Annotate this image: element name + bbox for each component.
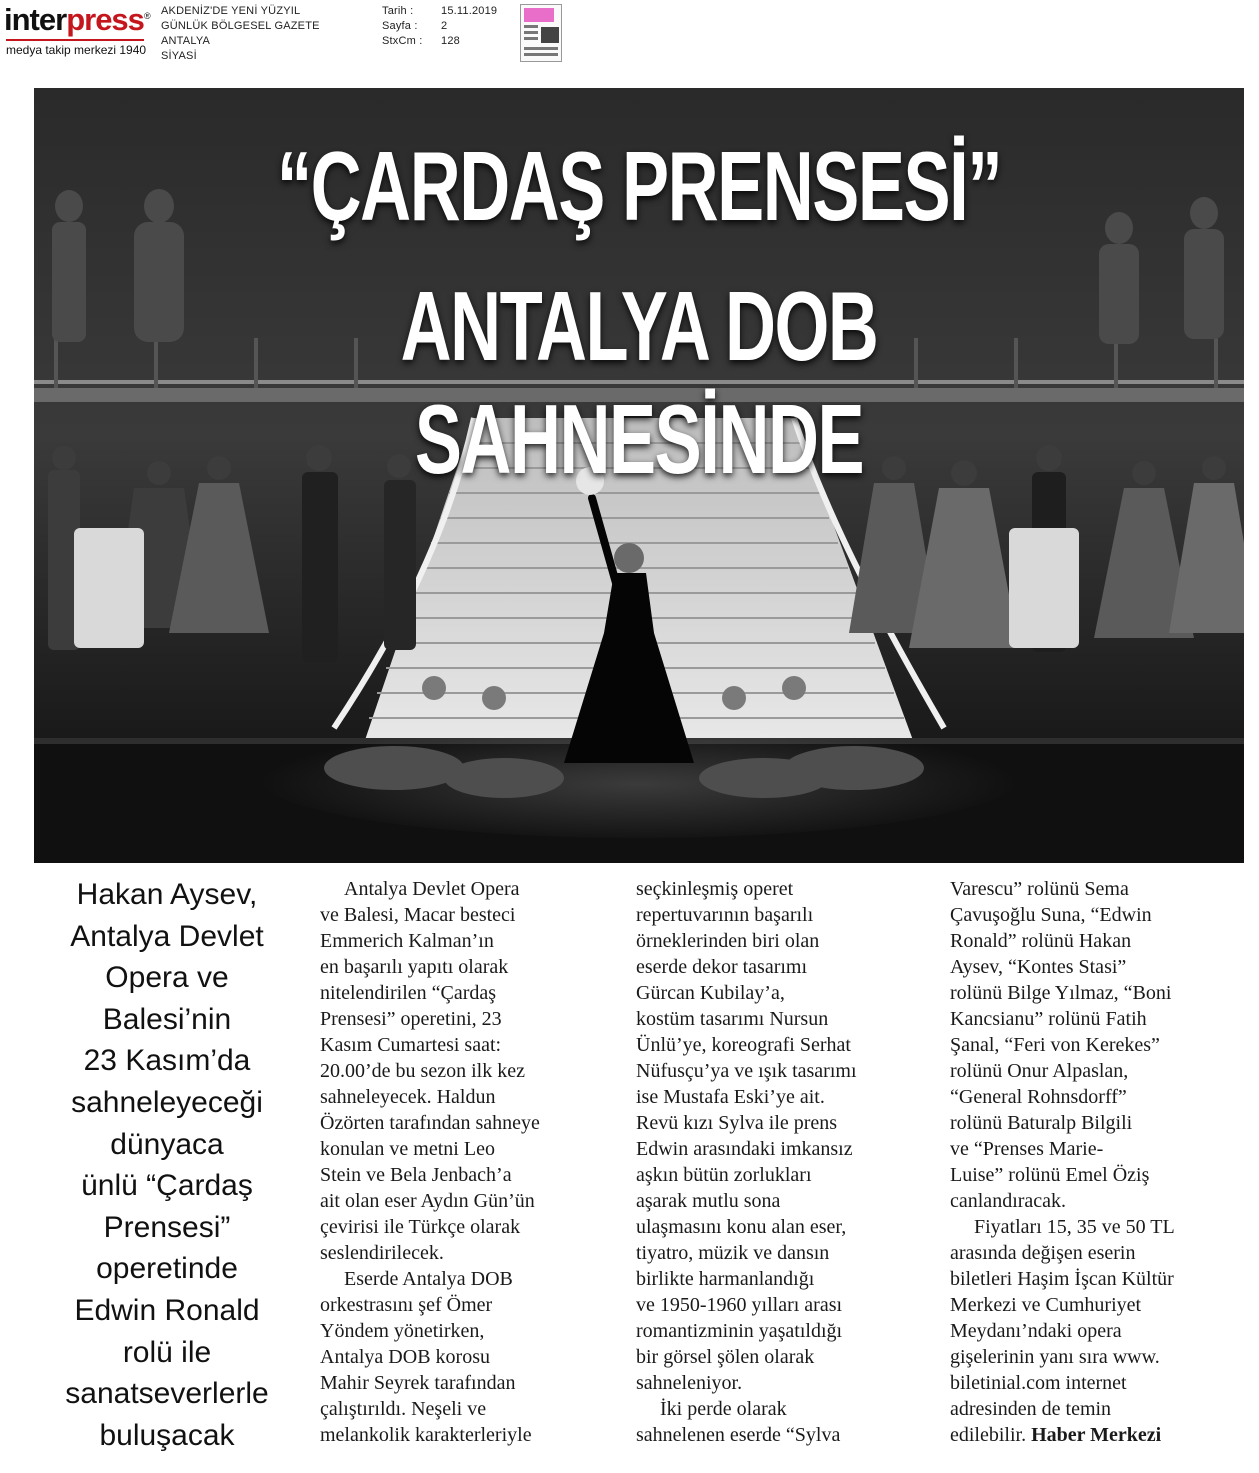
body-line: Meydanı’ndaki opera (950, 1320, 1122, 1342)
size-label: StxCm : (382, 35, 423, 47)
body-line: Stein ve Bela Jenbach’a (320, 1164, 512, 1186)
body-line: Gürcan Kubilay’a, (636, 982, 785, 1004)
body-line: repertuvarının başarılı (636, 904, 814, 926)
lead-line: 23 Kasım’da (83, 1044, 251, 1078)
body-line: konulan ve metni Leo (320, 1138, 495, 1160)
body-line: aşarak mutlu sona (636, 1190, 781, 1212)
body-line: adresinden de temin (950, 1398, 1112, 1420)
headline-line-2: ANTALYA DOB SAHNESİNDE (400, 271, 878, 494)
body-line: Prensesi” operetini, 23 (320, 1008, 502, 1030)
lead-line: sanatseverlerle (65, 1377, 269, 1411)
body-line-text: edilebilir. (950, 1424, 1027, 1446)
publication-type: GÜNLÜK BÖLGESEL GAZETE (161, 20, 320, 32)
lead-line: Edwin Ronald (74, 1293, 260, 1327)
body-line: aşkın bütün zorlukları (636, 1164, 812, 1186)
body-line: Yöndem yönetirken, (320, 1320, 485, 1342)
byline: Haber Merkezi (1031, 1424, 1162, 1446)
body-column-2 (636, 876, 928, 1448)
publication-info (161, 4, 320, 64)
body-line: orkestrasını şef Ömer (320, 1294, 493, 1316)
body-line: ulaşmasını konu alan eser, (636, 1216, 847, 1238)
lead-line: buluşacak (99, 1418, 235, 1452)
body-line: ve “Prenses Marie- (950, 1138, 1104, 1160)
body-line: biletleri Haşim İşcan Kültür (950, 1268, 1174, 1290)
body-line: Çavuşoğlu Suna, “Edwin (950, 904, 1152, 926)
body-line: Edwin arasındaki imkansız (636, 1138, 853, 1160)
interpress-logo (4, 3, 150, 59)
body-line: 20.00’de bu sezon ilk kez (320, 1060, 525, 1082)
logo-wordmark: interpress (4, 2, 144, 37)
body-line: seslendirilecek. (320, 1242, 444, 1264)
date-label: Tarih : (382, 5, 414, 17)
body-line: melankolik karakterleriyle (320, 1424, 532, 1446)
body-column-1 (320, 876, 612, 1448)
clipping-header (0, 0, 1259, 80)
body-column-3 (950, 876, 1246, 1448)
lead-line: operetinde (96, 1252, 238, 1286)
meta-values (441, 4, 497, 49)
body-line: Antalya Devlet Opera (344, 878, 520, 900)
body-line: romantizminin yaşatıldığı (636, 1320, 843, 1342)
publication-city: ANTALYA (161, 35, 211, 47)
body-line: bir görsel şölen olarak (636, 1346, 815, 1368)
body-line: arasında değişen eserin (950, 1242, 1136, 1264)
publication-name: AKDENİZ'DE YENİ YÜZYIL (161, 5, 301, 17)
body-line: ve 1950-1960 yılları arası (636, 1294, 843, 1316)
body-line: Mahir Seyrek tarafından (320, 1372, 516, 1394)
lead-line: sahneleyeceği (71, 1085, 263, 1119)
size-value: 128 (441, 35, 460, 47)
page-value: 2 (441, 20, 448, 32)
date-value: 15.11.2019 (441, 5, 498, 17)
body-line: Antalya DOB korosu (320, 1346, 490, 1368)
body-line: en başarılı yapıtı olarak (320, 956, 509, 978)
body-line: Varescu” rolünü Sema (950, 878, 1129, 900)
body-line: rolünü Baturalp Bilgili (950, 1112, 1133, 1134)
body-line: sahneleniyor. (636, 1372, 743, 1394)
logo-underline (6, 39, 144, 41)
body-line: Emmerich Kalman’ın (320, 930, 494, 952)
body-line: rolünü Onur Alpaslan, (950, 1060, 1129, 1082)
body-line: çalıştırıldı. Neşeli ve (320, 1398, 487, 1420)
body-line: Ronald” rolünü Hakan (950, 930, 1132, 952)
page-thumbnail (520, 4, 562, 62)
lead-line: rolü ile (122, 1335, 212, 1369)
body-line-final (950, 1422, 1246, 1448)
body-line: kostüm tasarımı Nursun (636, 1008, 829, 1030)
body-line: Fiyatları 15, 35 ve 50 TL (974, 1216, 1175, 1238)
body-line: ise Mustafa Eski’ye ait. (636, 1086, 825, 1108)
body-line: ve Balesi, Macar besteci (320, 904, 516, 926)
body-line: “General Rohnsdorff” (950, 1086, 1127, 1108)
lead-line: Prensesi” (103, 1210, 231, 1244)
lead-line: ünlü “Çardaş (81, 1169, 253, 1203)
body-line: seçkinleşmiş operet (636, 878, 794, 900)
body-line: çevirisi ile Türkçe olarak (320, 1216, 521, 1238)
body-line: sahnelenen eserde “Sylva (636, 1424, 841, 1446)
body-line: biletinial.com internet (950, 1372, 1127, 1394)
lead-line: Opera ve (105, 961, 229, 995)
lead-line: Hakan Aysev, (76, 878, 258, 911)
thumbnail-masthead (524, 8, 554, 22)
body-line: Revü kızı Sylva ile prens (636, 1112, 838, 1134)
lead-text (36, 874, 298, 1456)
body-line: tiyatro, müzik ve dansın (636, 1242, 830, 1264)
body-line: Aysev, “Kontes Stasi” (950, 956, 1127, 978)
registered-mark: ® (144, 11, 151, 21)
body-line: Luise” rolünü Emel Öziş (950, 1164, 1150, 1186)
body-line: eserde dekor tasarımı (636, 956, 808, 978)
body-line: Kasım Cumartesi saat: (320, 1034, 502, 1056)
body-line: Özörten tarafından sahneye (320, 1112, 540, 1134)
body-line: örneklerinden biri olan (636, 930, 820, 952)
body-line: canlandıracak. (950, 1190, 1067, 1212)
publication-section: SİYASİ (161, 50, 197, 62)
body-line: Merkezi ve Cumhuriyet (950, 1294, 1142, 1316)
body-line: ait olan eser Aydın Gün’ün (320, 1190, 535, 1212)
body-line: Şanal, “Feri von Kerekes” (950, 1034, 1160, 1056)
body-line: gişelerinin yanı sıra www. (950, 1346, 1160, 1368)
page-label: Sayfa : (382, 20, 418, 32)
body-line: Kancsianu” rolünü Fatih (950, 1008, 1147, 1030)
body-line: İki perde olarak (660, 1398, 787, 1420)
body-line: Ünlü’ye, koreografi Serhat (636, 1034, 851, 1056)
lead-line: Balesi’nin (102, 1002, 232, 1036)
lead-line: Antalya Devlet (70, 919, 264, 953)
body-line: Eserde Antalya DOB (344, 1268, 513, 1290)
body-line: nitelendirilen “Çardaş (320, 982, 497, 1004)
body-line: birlikte harmanlandığı (636, 1268, 815, 1290)
stage-photo (34, 88, 1244, 863)
meta-labels (382, 4, 423, 49)
body-line: rolünü Bilge Yılmaz, “Boni (950, 982, 1172, 1004)
logo-tagline: medya takip merkezi 1940 (6, 43, 147, 57)
lead-line: dünyaca (110, 1127, 224, 1161)
headline-line-1: “ÇARDAŞ PRENSESİ” (276, 131, 1002, 241)
body-line: sahneleyecek. Haldun (320, 1086, 496, 1108)
body-line: Nüfusçu’ya ve ışık tasarımı (636, 1060, 857, 1082)
